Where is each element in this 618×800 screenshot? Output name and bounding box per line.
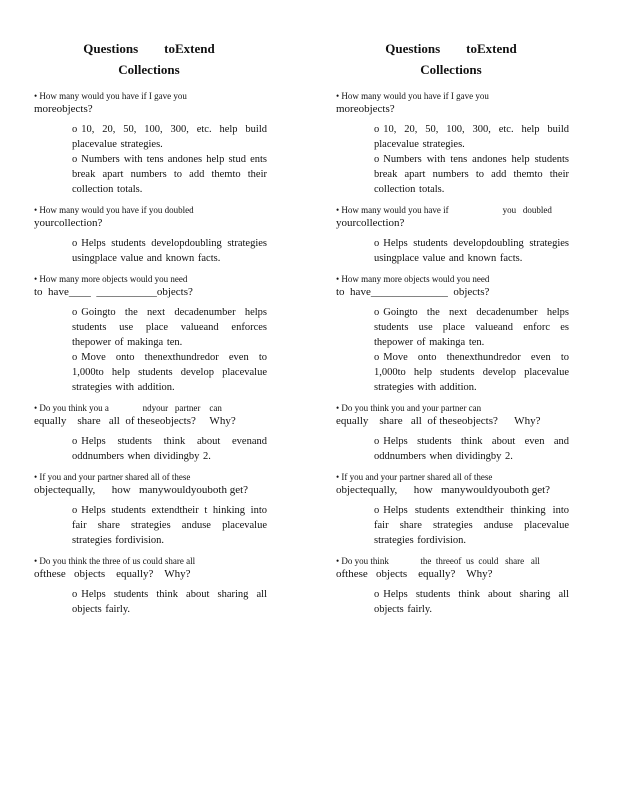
question-lead: • Do you think the three of us could share all	[34, 556, 196, 566]
question-text: to have______________ objects?	[336, 286, 490, 298]
right-column	[336, 38, 606, 624]
sub-bullets	[72, 305, 267, 395]
question-lead: • How many would you have if you doubled	[336, 205, 552, 215]
circle-bullet-icon: o	[72, 352, 78, 363]
question-block	[34, 402, 304, 464]
sub-bullet	[374, 236, 569, 266]
circle-bullet-icon: o	[374, 589, 380, 600]
sub-bullets	[374, 434, 569, 464]
sub-bullets	[72, 503, 267, 548]
question-block	[34, 471, 304, 548]
circle-bullet-icon: o	[374, 436, 380, 447]
question-block	[336, 204, 606, 266]
question-lead: • How many more objects would you need	[336, 274, 490, 284]
question-text: objectequally, how manywouldyouboth get?	[34, 484, 249, 496]
circle-bullet-icon: o	[72, 436, 78, 447]
question-text: ofthese objects equally? Why?	[34, 568, 191, 580]
sub-bullet	[374, 350, 569, 395]
sub-bullet	[72, 122, 267, 152]
question-lead: • How many would you have if I gave you	[336, 91, 489, 101]
question-text: yourcollection?	[34, 217, 103, 229]
sub-bullet-text: Goingto the next decadenumber helps students use place valueand enforces thepower of makinga ten.	[72, 307, 267, 348]
circle-bullet-icon: o	[374, 505, 380, 516]
sub-bullet	[374, 122, 569, 152]
question-block	[34, 90, 304, 197]
question-block	[336, 555, 606, 617]
sub-bullet	[72, 152, 267, 197]
sub-bullets	[72, 122, 267, 197]
question-block	[336, 471, 606, 548]
circle-bullet-icon: o	[374, 238, 380, 249]
sub-bullet-text: Numbers with tens andones help stud ents break apart numbers to add themto their collection totals.	[72, 154, 267, 195]
sub-bullets	[374, 305, 569, 395]
question-lead: • How many would you have if I gave you	[34, 91, 187, 101]
sub-bullets	[72, 236, 267, 266]
sub-bullet	[374, 503, 569, 548]
sub-bullets	[374, 236, 569, 266]
sub-bullets	[374, 503, 569, 548]
page-title	[34, 38, 264, 80]
sub-bullet	[72, 305, 267, 350]
question-lead: • How many more objects would you need	[34, 274, 188, 284]
question-lead: • Do you think the threeof us could share all	[336, 556, 540, 566]
title-line: Questions toExtend	[83, 41, 215, 56]
circle-bullet-icon: o	[374, 307, 380, 318]
sub-bullet	[72, 434, 267, 464]
sub-bullet-text: Move onto thenexthundredor even to 1,000to help students develop placevalue strategies with addition.	[72, 352, 267, 393]
circle-bullet-icon: o	[72, 307, 78, 318]
question-block	[336, 90, 606, 197]
sub-bullet	[72, 503, 267, 548]
sub-bullet-text: Move onto thenexthundredor even to 1,000to help students develop placevalue strategies with addition.	[374, 352, 569, 393]
question-lead: • If you and your partner shared all of these	[336, 472, 493, 482]
question-block	[336, 273, 606, 395]
question-block	[34, 204, 304, 266]
question-lead: • How many would you have if you doubled	[34, 205, 194, 215]
question-text: equally share all of theseobjects? Why?	[336, 415, 541, 427]
circle-bullet-icon: o	[374, 124, 380, 135]
sub-bullet-text: Helps students developdoubling strategies usingplace value and known facts.	[72, 238, 267, 264]
circle-bullet-icon: o	[72, 154, 78, 165]
circle-bullet-icon: o	[72, 124, 78, 135]
sub-bullet-text: Helps students think about sharing all objects fairly.	[374, 589, 569, 615]
sub-bullet-text: Helps students think about sharing all objects fairly.	[72, 589, 267, 615]
question-block	[336, 402, 606, 464]
sub-bullet-text: Helps students think about evenand oddnumbers when dividingby 2.	[72, 436, 267, 462]
sub-bullet	[72, 236, 267, 266]
sub-bullets	[374, 122, 569, 197]
sub-bullets	[374, 587, 569, 617]
title-line: Questions toExtend	[385, 41, 517, 56]
question-text: moreobjects?	[34, 103, 93, 115]
circle-bullet-icon: o	[72, 505, 78, 516]
question-text: yourcollection?	[336, 217, 405, 229]
sub-bullets	[72, 587, 267, 617]
question-text: equally share all of theseobjects? Why?	[34, 415, 236, 427]
sub-bullet-text: Helps students extendtheir t hinking into fair share strategies anduse placevalue strategies fordivision.	[72, 505, 267, 546]
sub-bullet	[72, 350, 267, 395]
sub-bullets	[72, 434, 267, 464]
question-text: to have____ ___________objects?	[34, 286, 193, 298]
circle-bullet-icon: o	[374, 154, 380, 165]
sub-bullet	[374, 587, 569, 617]
sub-bullet	[374, 434, 569, 464]
question-text: moreobjects?	[336, 103, 395, 115]
title-line: Collections	[420, 62, 482, 77]
left-column	[34, 38, 304, 624]
question-text: objectequally, how manywouldyouboth get?	[336, 484, 551, 496]
question-block	[34, 555, 304, 617]
sub-bullet	[374, 305, 569, 350]
question-text: ofthese objects equally? Why?	[336, 568, 493, 580]
circle-bullet-icon: o	[374, 352, 380, 363]
circle-bullet-icon: o	[72, 589, 78, 600]
sub-bullet-text: Helps students developdoubling strategies usingplace value and known facts.	[374, 238, 569, 264]
circle-bullet-icon: o	[72, 238, 78, 249]
sub-bullet-text: Goingto the next decadenumber helps students use place valueand enforc es thepower of makinga ten.	[374, 307, 569, 348]
sub-bullet	[72, 587, 267, 617]
question-lead: • Do you think you and your partner can	[336, 403, 482, 413]
sub-bullet-text: 10, 20, 50, 100, 300, etc. help build placevalue strategies.	[72, 124, 267, 150]
sub-bullet-text: Numbers with tens andones help students break apart numbers to add themto their collection totals.	[374, 154, 569, 195]
sub-bullet	[374, 152, 569, 197]
page-title	[336, 38, 566, 80]
title-line: Collections	[118, 62, 180, 77]
sub-bullet-text: 10, 20, 50, 100, 300, etc. help build placevalue strategies.	[374, 124, 569, 150]
sub-bullet-text: Helps students think about even and oddnumbers when dividingby 2.	[374, 436, 569, 462]
sub-bullet-text: Helps students extendtheir thinking into fair share strategies anduse placevalue strategies fordivision.	[374, 505, 569, 546]
question-block	[34, 273, 304, 395]
question-lead: • If you and your partner shared all of these	[34, 472, 191, 482]
question-lead: • Do you think you a ndyour partner can	[34, 403, 222, 413]
